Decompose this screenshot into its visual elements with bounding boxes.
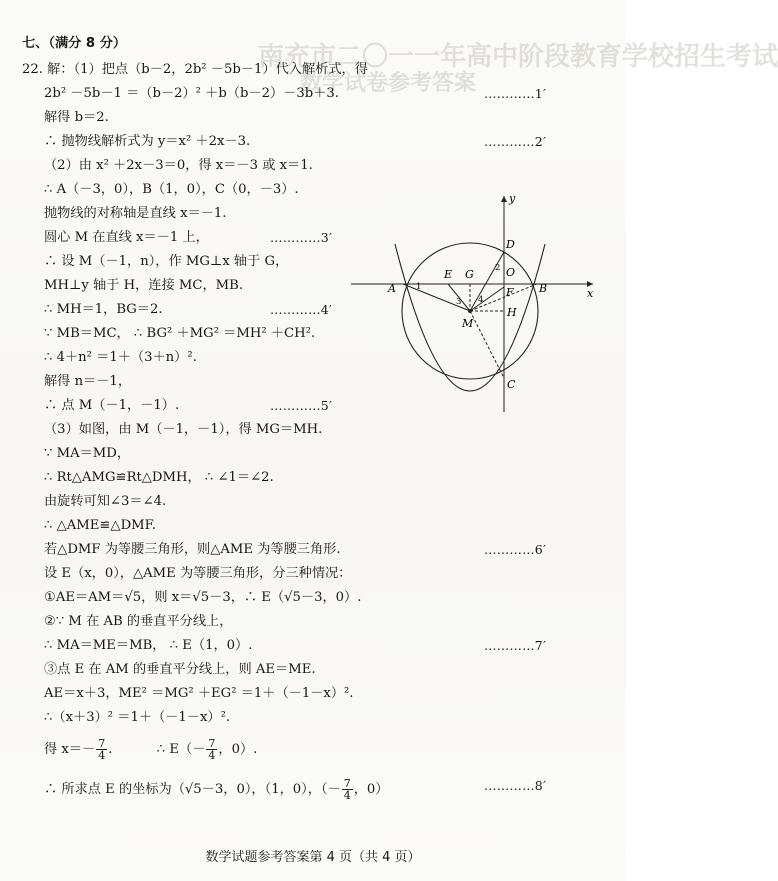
segment-mc: [470, 311, 504, 378]
score-mark: …………8′: [484, 778, 546, 793]
answer-line: ∵ MB＝MC， ∴ BG² ＋MG² ＝MH² ＋CH².: [44, 326, 316, 341]
answer-line: ∴ MA＝ME＝MB， ∴ E（1，0）.: [44, 638, 253, 653]
angle-label-2: 2: [495, 263, 501, 273]
answer-line: ③点 E 在 AM 的垂直平分线上，则 AE＝ME.: [44, 662, 316, 677]
answer-line: 2b² －5b－1 ＝（b－2）² ＋b（b－2）－3b＋3.: [44, 86, 339, 101]
answer-line: ∴ A（－3，0），B（1，0），C（0，－3）.: [44, 182, 299, 197]
score-mark: …………5′: [270, 398, 332, 413]
answer-line: ②∵ M 在 AB 的垂直平分线上，: [44, 614, 233, 629]
answer-line: ∴ 设 M（－1，n），作 MG⊥x 轴于 G，: [44, 254, 289, 269]
angle-label-3: 3: [456, 297, 462, 307]
answer-line: 解得 n＝－1，: [44, 374, 132, 389]
label-a: A: [388, 282, 396, 295]
answer-line: 若△DMF 为等腰三角形，则△AME 为等腰三角形.: [44, 542, 341, 557]
fraction-7-4: $\frac{7}{4}$: [208, 737, 216, 762]
answer-line: ∵ MA＝MD，: [44, 446, 131, 461]
answer-line: 22. 解：（1）把点（b－2，2b² －5b－1）代入解析式，得: [22, 62, 368, 77]
label-e: E: [444, 268, 453, 281]
label-h: H: [507, 306, 517, 319]
label-d: D: [506, 238, 515, 251]
bleed-through-title: 南充市二〇一一年高中阶段教育学校招生考试: [258, 42, 778, 72]
answer-line: ∴ Rt△AMG≌Rt△DMH， ∴ ∠1＝∠2.: [44, 470, 274, 485]
parabola-circle-figure: [343, 184, 608, 414]
score-mark: …………2′: [484, 134, 546, 149]
answer-line: 由旋转可知∠3＝∠4.: [44, 494, 167, 509]
answer-line: ∴ △AME≌△DMF.: [44, 518, 156, 533]
bleed-through-subtitle: 数学试卷参考答案: [300, 71, 477, 96]
angle-label-1: 1: [416, 282, 422, 292]
answer-line: AE＝x＋3，ME² ＝MG² ＋EG² ＝1＋（－1－x）².: [44, 686, 354, 701]
score-mark: …………6′: [484, 542, 546, 557]
label-c: C: [507, 378, 516, 391]
point-m: [468, 309, 472, 313]
label-y: y: [509, 192, 516, 205]
angle-label-4: 4: [478, 295, 484, 305]
label-x: x: [587, 287, 594, 300]
answer-line: 解得 b＝2.: [44, 110, 109, 125]
answer-line: ∴（x＋3）² ＝1＋（－1－x）².: [44, 710, 231, 725]
answer-line: ∴ 抛物线解析式为 y＝x² ＋2x－3.: [44, 134, 251, 149]
section-header: 七、（满分 8 分）: [22, 36, 127, 51]
answer-line: （2）由 x² ＋2x－3＝0，得 x＝－3 或 x＝1.: [44, 158, 313, 173]
segment-dm: [470, 252, 504, 311]
answer-line: ∴ MH＝1，BG＝2.: [44, 302, 163, 317]
answer-line: （3）如图，由 M（－1，－1），得 MG＝MH.: [44, 422, 323, 437]
answer-body: [22, 28, 546, 828]
answer-line: 抛物线的对称轴是直线 x＝－1.: [44, 206, 227, 221]
label-o: O: [506, 266, 516, 279]
answer-line: 圆心 M 在直线 x＝－1 上，: [44, 230, 209, 245]
answer-line: 设 E（x，0），△AME 为等腰三角形，分三种情况：: [44, 566, 352, 581]
answer-line: ∴ 点 M（－1，－1）.: [44, 398, 180, 413]
answer-line-x-value: 得 x＝－ $\frac{7}{4}$ . ∴ E（－ $\frac{7}{4}$ ，0）.: [44, 737, 258, 762]
fraction-7-4: $\frac{7}{4}$: [98, 737, 106, 762]
answer-line: MH⊥y 轴于 H，连接 MC，MB.: [44, 278, 244, 293]
label-f: F: [506, 286, 514, 299]
score-mark: …………3′: [270, 230, 332, 245]
label-g: G: [465, 268, 474, 281]
score-mark: …………1′: [484, 86, 546, 101]
answer-line-final: ∴ 所求点 E 的坐标为（√5－3，0），（1，0），（－ $\frac{7}{4}$ ，0）: [44, 777, 389, 802]
label-b: B: [539, 282, 548, 295]
score-mark: …………7′: [484, 638, 546, 653]
answer-line: ①AE＝AM＝√5，则 x＝√5－3，∴ E（√5－3，0）.: [44, 590, 362, 605]
score-mark: …………4′: [270, 302, 332, 317]
page-footer: 数学试题参考答案第 4 页（共 4 页）: [205, 850, 421, 865]
answer-line: ∴ 4＋n² ＝1＋（3＋n）².: [44, 350, 197, 365]
label-m: M: [462, 317, 474, 330]
fraction-7-4: $\frac{7}{4}$: [343, 777, 351, 802]
